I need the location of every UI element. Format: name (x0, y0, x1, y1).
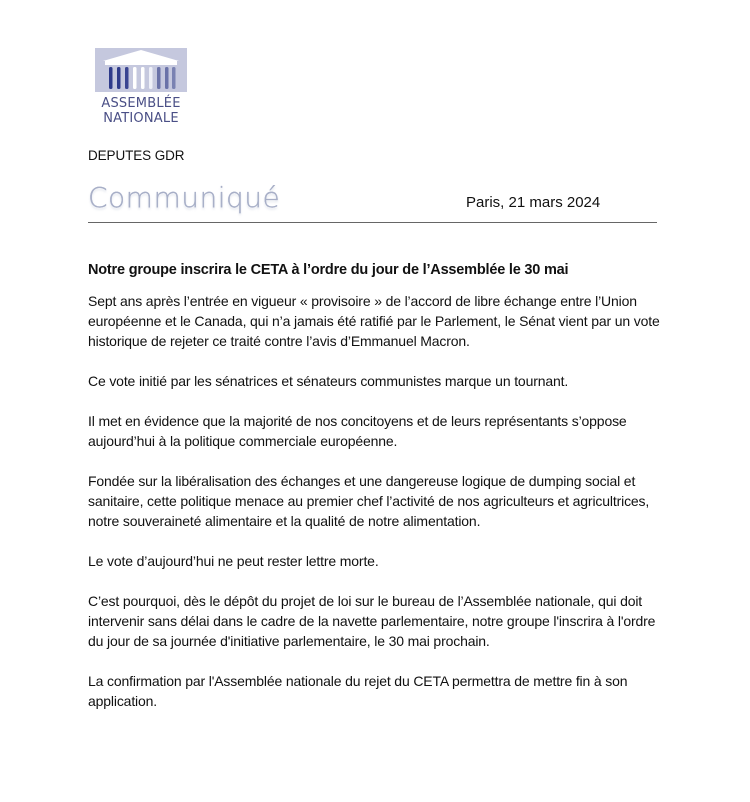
paragraph: Il met en évidence que la majorité de nos concitoyens et de leurs représentants s’oppose aujourd’hui à la politique commerciale européenne. (88, 413, 627, 449)
logo-line-2: NATIONALE (103, 111, 179, 126)
paragraph: Ce vote initié par les sénatrices et sénateurs communistes marque un tournant. (88, 373, 569, 389)
logo-wordmark (95, 96, 187, 126)
column (141, 67, 145, 89)
paragraph: La confirmation par l'Assemblée nationale du rejet du CETA permettra de mettre fin à son application. (88, 673, 628, 709)
header-divider (88, 222, 657, 223)
article-headline: Notre groupe inscrira le CETA à l’ordre du jour de l’Assemblée le 30 mai (88, 262, 569, 278)
article-body (88, 291, 668, 731)
column (133, 67, 137, 89)
entablature-shape (105, 61, 177, 65)
columns-group (109, 67, 176, 89)
date-line: Paris, 21 mars 2024 (466, 194, 601, 211)
group-label: DEPUTES GDR (88, 148, 185, 163)
parliament-building-icon (95, 48, 187, 92)
column (117, 67, 121, 89)
page-title: Communiqué (88, 181, 281, 214)
paragraph: Fondée sur la libéralisation des échanges et une dangereuse logique de dumping social et sanitaire, cette politique menace au premier chef l’activité de nos agriculteurs et agricultrices, notre souveraineté alimentaire et la qualité de notre alimentation. (88, 473, 650, 529)
column (125, 67, 129, 89)
assemblee-nationale-logo (95, 48, 187, 130)
column (157, 67, 161, 89)
paragraph: Sept ans après l’entrée en vigueur « provisoire » de l’accord de libre échange entre l’Union européenne et le Canada, qui n’a jamais été ratifié par le Parlement, le Sénat vient par un vote historique de rejeter ce traité contre l’avis d’Emmanuel Macron. (88, 293, 660, 349)
parliament-building-svg (95, 48, 187, 92)
column (149, 67, 153, 89)
logo-line-1: ASSEMBLÉE (101, 96, 181, 111)
paragraph: C’est pourquoi, dès le dépôt du projet de loi sur le bureau de l’Assemblée nationale, qui doit intervenir sans délai dans le cadre de la navette parlementaire, notre groupe l'inscrira à l'ordre du jour de sa journée d'initiative parlementaire, le 30 mai prochain. (88, 593, 656, 649)
column (172, 67, 176, 89)
pediment-shape (103, 50, 179, 61)
column (165, 67, 169, 89)
paragraph: Le vote d’aujourd’hui ne peut rester lettre morte. (88, 553, 379, 569)
column (109, 67, 113, 89)
